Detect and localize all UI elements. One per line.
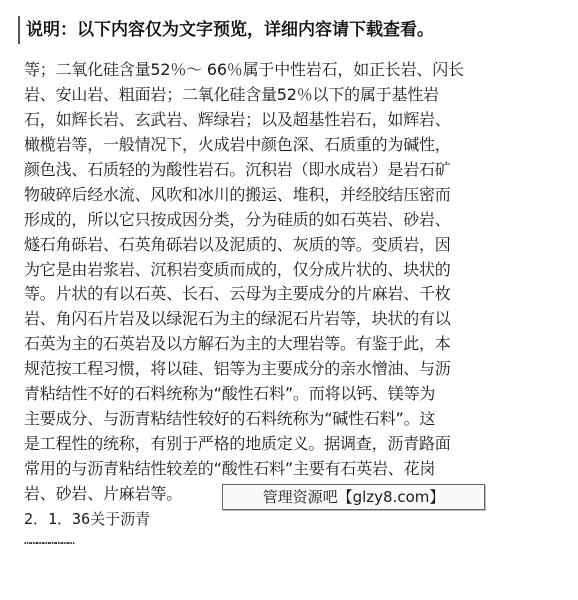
text-line: 规范按工程习惯，将以硅、铝等为主要成分的亲水憎油、与沥	[24, 359, 451, 379]
dotted-leader: ……………………	[24, 533, 74, 547]
watermark-banner: 管理资源吧【glzy8.com】	[222, 484, 485, 510]
text-line: 燧石角砾岩、石英角砾岩以及泥质的、灰质的等。变质岩，因	[24, 234, 451, 254]
text-line: 等；二氧化硅含量52％～ 66％属于中性岩石，如正长岩、闪长	[24, 60, 464, 79]
text-line: 橄榄岩等，一般情况下，火成岩中颜色深、石质重的为碱性，	[24, 134, 451, 154]
text-line: 岩、砂岩、片麻岩等。	[24, 483, 183, 503]
text-line: 形成的，所以它只按成因分类，分为硅质的如石英岩、砂岩、	[24, 209, 451, 229]
text-line: 颜色浅、石质轻的为酸性岩石。沉积岩（即水成岩）是岩石矿	[24, 159, 451, 179]
preview-notice: 说明：以下内容仅为文字预览，详细内容请下载查看。	[26, 20, 434, 40]
text-line: 物破碎后经水流、风吹和冰川的搬运、堆积，并经胶结压密而	[24, 184, 451, 204]
text-line: 常用的与沥青粘结性较差的“酸性石料”主要有石英岩、花岗	[24, 459, 436, 478]
text-line: 岩、安山岩、粗面岩；二氧化硅含量52％以下的属于基性岩	[24, 84, 439, 104]
text-line: 石，如辉长岩、玄武岩、辉绿岩；以及超基性岩石，如辉岩、	[24, 109, 451, 129]
text-line: 是工程性的统称，有别于严格的地质定义。据调查，沥青路面	[24, 434, 451, 454]
text-line: 主要成分、与沥青粘结性较好的石料统称为“碱性石料”。这	[24, 409, 436, 429]
body-text	[24, 58, 554, 507]
text-line: 青粘结性不好的石料统称为“酸性石料”。而将以钙、镁等为	[24, 384, 436, 404]
text-line: 等。片状的有以石英、长石、云母为主要成分的片麻岩、千枚	[24, 284, 451, 304]
text-line: 为它是由岩浆岩、沉积岩变质而成的，仅分成片状的、块状的	[24, 259, 451, 279]
section-heading: 2．1．36关于沥青	[24, 510, 151, 528]
text-line: 石英为主的石英岩及以方解石为主的大理岩等。有鉴于此，本	[24, 334, 451, 354]
preview-notice-bar	[18, 16, 570, 44]
text-line: 岩、角闪石片岩及以绿泥石为主的绿泥石片岩等，块状的有以	[24, 309, 451, 329]
